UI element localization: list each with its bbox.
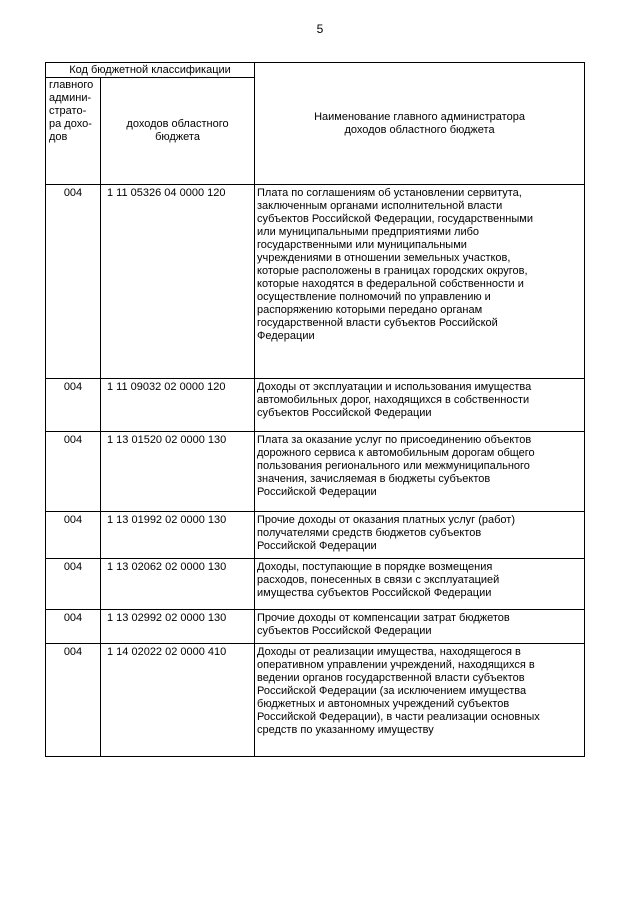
income-code-cell: 1 13 02062 02 0000 130: [101, 559, 255, 610]
income-name-cell: Плата по соглашениям об установлении сервитута, заключенным органами исполнительной власти субъектов Российской Федерации, государственными или муниципальными предприятиями либо государственными или муниципальными учреждениями в отношении земельных участков, которые расположены в границах городских округов, которые находятся в федеральной собственности и осуществление полномочий по управлению и распоряжению которыми передано органам государственной власти субъектов Российской Федерации: [255, 185, 585, 379]
table-row: [46, 185, 585, 379]
admin-code-cell: 004: [46, 185, 101, 379]
income-code-cell: 1 13 01992 02 0000 130: [101, 512, 255, 559]
income-name-cell: Плата за оказание услуг по присоединению объектов дорожного сервиса к автомобильным дорогам общего пользования регионального или межмуниципального значения, зачисляемая в бюджеты субъектов Российской Федерации: [255, 432, 585, 512]
table-row: [46, 512, 585, 559]
income-code-cell: 1 11 05326 04 0000 120: [101, 185, 255, 379]
administrator-code-header: главного админи- страто- ра дохо- дов: [46, 78, 101, 185]
budget-classification-table: [45, 62, 585, 757]
income-name-cell: Прочие доходы от оказания платных услуг (работ) получателями средств бюджетов субъектов Российской Федерации: [255, 512, 585, 559]
table-row: [46, 379, 585, 432]
table-row: [46, 644, 585, 757]
income-code-cell: 1 14 02022 02 0000 410: [101, 644, 255, 757]
table-row: [46, 610, 585, 644]
table-row: [46, 559, 585, 610]
admin-code-cell: 004: [46, 512, 101, 559]
income-code-cell: 1 11 09032 02 0000 120: [101, 379, 255, 432]
administrator-name-header: [255, 63, 585, 185]
admin-code-cell: 004: [46, 559, 101, 610]
table-row: [46, 432, 585, 512]
income-name-cell: Доходы от реализации имущества, находящегося в оперативном управлении учреждений, находящихся в ведении органов государственной власти субъектов Российской Федерации (за исключением имущества бюджетных и автономных учреждений субъектов Российской Федерации), в части реализации основных средств по указанному имуществу: [255, 644, 585, 757]
admin-code-cell: 004: [46, 432, 101, 512]
page-number: 5: [316, 22, 324, 36]
income-name-cell: Прочие доходы от компенсации затрат бюджетов субъектов Российской Федерации: [255, 610, 585, 644]
income-code-cell: 1 13 01520 02 0000 130: [101, 432, 255, 512]
admin-code-cell: 004: [46, 644, 101, 757]
admin-code-cell: 004: [46, 379, 101, 432]
income-name-cell: Доходы, поступающие в порядке возмещения расходов, понесенных в связи с эксплуатацией имущества субъектов Российской Федерации: [255, 559, 585, 610]
income-code-header: [101, 78, 255, 185]
income-name-cell: Доходы от эксплуатации и использования имущества автомобильных дорог, находящихся в собственности субъектов Российской Федерации: [255, 379, 585, 432]
table-header: [46, 63, 585, 185]
income-code-cell: 1 13 02992 02 0000 130: [101, 610, 255, 644]
classification-code-header: Код бюджетной классификации: [46, 63, 255, 78]
income-code-header-label: доходов областного бюджета: [126, 118, 229, 143]
administrator-name-header-label: Наименование главного администратора доходов областного бюджета: [314, 110, 525, 136]
admin-code-cell: 004: [46, 610, 101, 644]
